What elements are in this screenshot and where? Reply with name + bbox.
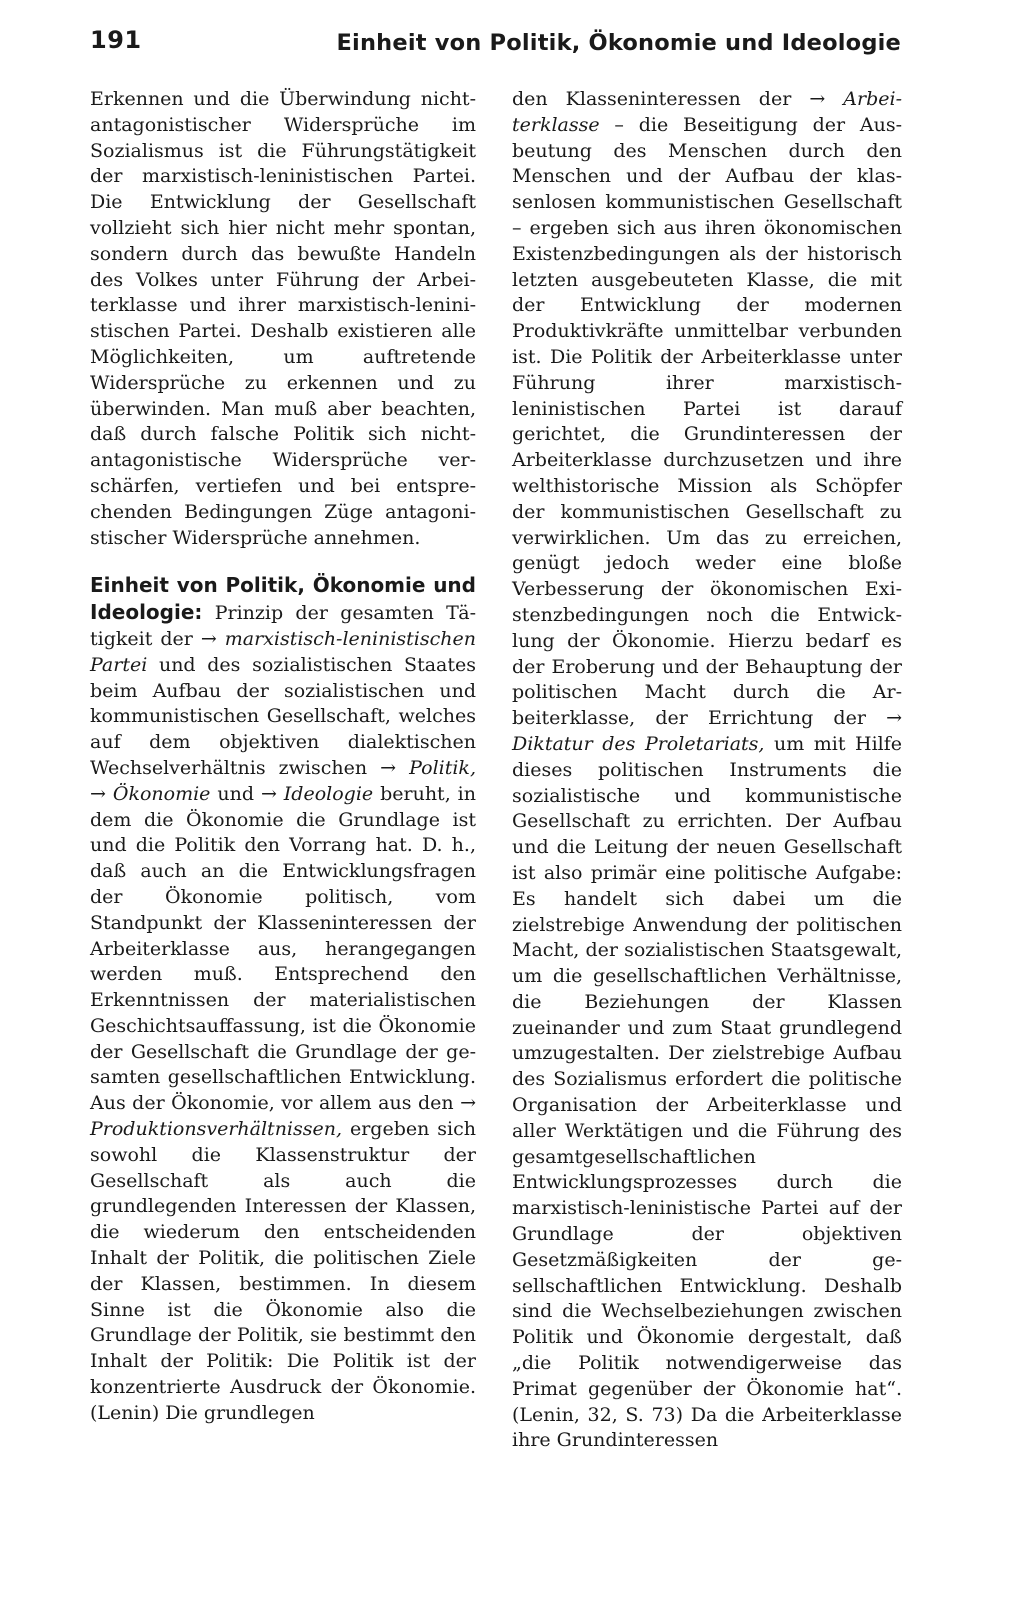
cross-reference-link[interactable]: → Produktionsverhältnissen, [90,1092,476,1141]
entry-text: – die Beseitigung der Ausbeutung des Menschen durch den Menschen und der Aufbau der klassenlosen kommunistischen Gesellschaft – ergeben sich aus ihren ökonomischen Existenzbedingungen als der historisch letzten ausgebeuteten Klasse, die mit der Entwicklung der modernen Produktivkräfte unmittelbar verbunden ist. Die Politik der Arbeiterklasse unter Führung ihrer marxistisch-leninistischen Partei ist darauf gerichtet, die Grundinteressen der Arbeiterklasse durchzusetzen und ihre welthistorische Mission als Schöpfer der kommunistischen Gesellschaft zu verwirklichen. Um das zu erreichen, genügt jedoch weder eine bloße Verbesserung der ökonomischen Existenzbedingungen noch die Entwicklung der Ökonomie. Hierzu bedarf es der Eroberung und der Behauptung der politischen Macht durch die Arbeiterklasse, der Errichtung der [512,113,902,730]
entry-continuation [512,87,902,1454]
entry-text: und [210,782,261,805]
page-number: 191 [90,26,142,54]
entry-text: ergeben sich sowohl die Klassenstruktur der Gesellschaft als auch die grundlegenden Interessen der Klassen, die wiederum den entscheidenden Inhalt der Politik, die politischen Ziele der Klassen, bestimmen. In diesem Sinne ist die Ökonomie also die Grundlage der Politik, sie bestimmt den Inhalt der Politik: Die Politik ist der konzentrierte Ausdruck der Ökonomie. (Lenin) Die grundlegen [90,1118,476,1424]
cross-reference-link[interactable]: → Diktatur des Proletariats, [512,707,902,755]
cross-reference-link[interactable]: → Politik, → Ökonomie [90,756,476,805]
running-title: Einheit von Politik, Ökonomie und Ideologie [336,30,901,56]
cross-reference-link[interactable]: → Arbeiterklasse [512,88,902,136]
entry-headword: Einheit von Politik, Ökonomie und Ideologie: [90,573,476,625]
entry-text: den Klasseninteressen der [512,88,810,110]
entry-text: beruht, in dem die Ökonomie die Grundlage ist und die Politik den Vorrang hat. D. h., daß auch an die Entwicklungsfragen der Ökonomie politisch, vom Standpunkt der Klasseninteressen der Arbeiterklasse aus, herangegangen werden muß. Entsprechend den Erkenntnissen der materialistischen Geschichtsauffassung, ist die Ökonomie der Gesellschaft die Grundlage der gesamten gesellschaftlichen Entwicklung. Aus der Ökonomie, vor allem aus den [90,782,476,1115]
dictionary-entry [90,573,476,1426]
entry-text: um mit Hilfe dieses politischen Instruments die sozialistische und kommunistische Gesellschaft zu errichten. Der Aufbau und die Leitung der neuen Gesellschaft ist also primär eine politische Aufgabe: Es handelt sich dabei um die zielstrebige Anwendung der politischen Macht, der sozialistischen Staatsgewalt, um die gesellschaftlichen Verhältnisse, die Beziehungen der Klassen zueinander und zum Staat grundlegend umzugestalten. Der zielstrebige Aufbau des Sozialismus erfordert die politische Organisation der Arbeiterklasse und aller Werktätigen und die Führung des gesamtgesellschaftlichen Entwicklungsprozesses durch die marxistisch-leninistische Partei auf der Grundlage der objektiven Gesetzmäßigkeiten der gesellschaftlichen Entwicklung. Deshalb sind die Wechselbeziehungen zwischen Politik und Ökonomie dergestalt, daß „die Politik notwendigerweise das Primat gegenüber der Ökonomie hat“. (Lenin, 32, S. 73) Da die Arbeiterklasse ihre Grundinteressen [512,732,902,1452]
cross-reference-link[interactable]: → Ideologie [260,782,374,805]
left-column [90,87,476,1427]
cross-reference-link[interactable]: → marxistisch-leninistischen Partei [90,627,476,676]
entry-text: Prinzip der gesamten Tätigkeit der [90,602,476,650]
continuation-paragraph: Erkennen und die Überwindung nichtantagonistischer Widersprüche im Sozialismus ist die Führungstätigkeit der marxistisch-leninistischen Partei. Die Entwicklung der Gesellschaft vollzieht sich hier nicht mehr spontan, sondern durch das bewußte Handeln des Volkes unter Führung der Arbeiterklasse und ihrer marxistisch-leninistischen Partei. Deshalb existieren alle Möglichkeiten, um auftretende Widersprüche zu erkennen und zu überwinden. Man muß aber beachten, daß durch falsche Politik sich nichtantagonistische Widersprüche verschärfen, vertiefen und bei entsprechenden Bedingungen Züge antagonistischer Widersprüche annehmen. [90,88,476,549]
entry-text: und des sozialistischen Staates beim Aufbau der sozialistischen und kommunistischen Gesellschaft, welches auf dem objektiven dialektischen Wechselverhältnis zwischen [90,653,476,779]
right-column [512,87,902,1454]
